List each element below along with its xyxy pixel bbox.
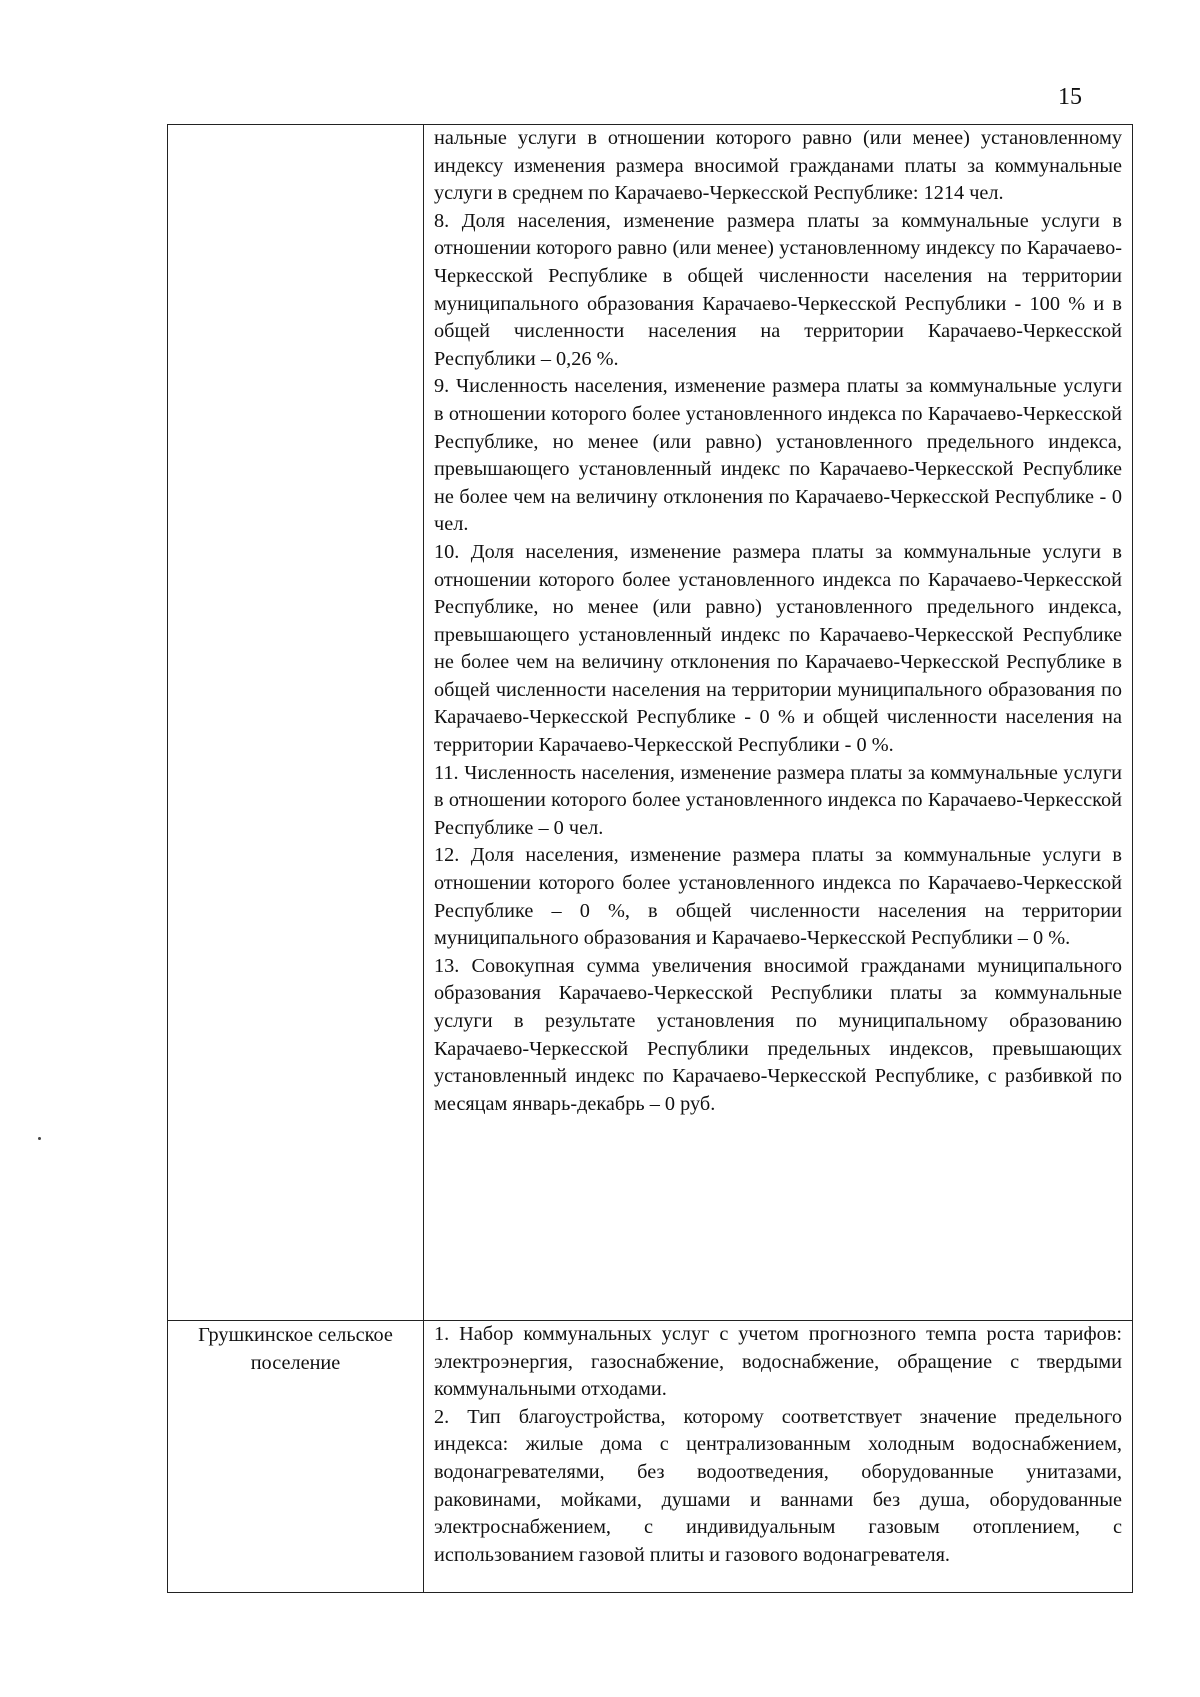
municipality-cell: Грушкинское сельское поселение bbox=[168, 1321, 424, 1593]
paragraph: 10. Доля населения, изменение размера платы за коммунальные услуги в отношении которого более установленного индекса по Карачаево-Черкесской Республике, но менее (или равно) установленного предельного индекса, превышающего установленный индекс по Карачаево-Черкесской Республике не более чем на величину отклонения по Карачаево-Черкесской Республике в общей численности населения на территории муниципального образования по Карачаево-Черкесской Республике - 0 % и общей численности населения на территории Карачаево-Черкесской Республики - 0 %. bbox=[434, 540, 1122, 757]
paragraph: 8. Доля населения, изменение размера платы за коммунальные услуги в отношении которого равно (или менее) установленному индексу по Карачаево-Черкесской Республике в общей численности населения на территории муниципального образования Карачаево-Черкесской Республики - 100 % и в общей численности населения на территории Карачаево-Черкесской Республики – 0,26 %. bbox=[434, 209, 1122, 370]
indicators-cell bbox=[424, 125, 1133, 1321]
indices-table bbox=[167, 124, 1133, 1593]
scan-speck bbox=[38, 1137, 41, 1140]
paragraph: 12. Доля населения, изменение размера платы за коммунальные услуги в отношении которого более установленного индекса по Карачаево-Черкесской Республике – 0 %, в общей численности населения на территории муниципального образования и Карачаево-Черкесской Республики – 0 %. bbox=[434, 844, 1122, 950]
paragraph: 9. Численность населения, изменение размера платы за коммунальные услуги в отношении которого более установленного индекса по Карачаево-Черкесской Республике, но менее (или равно) установленного предельного индекса, превышающего установленный индекс по Карачаево-Черкесской Республике не более чем на величину отклонения по Карачаево-Черкесской Республике - 0 чел. bbox=[434, 375, 1122, 536]
municipality-cell bbox=[168, 125, 424, 1321]
paragraph: 13. Совокупная сумма увеличения вносимой гражданами муниципального образования Карачаево-Черкесской Республики платы за коммунальные услуги в результате установления по муниципальному образованию Карачаево-Черкесской Республики предельных индексов, превышающих установленный индекс по Карачаево-Черкесской Республике, с разбивкой по месяцам январь-декабрь – 0 руб. bbox=[434, 954, 1122, 1115]
indicators-cell bbox=[424, 1321, 1133, 1593]
paragraph: нальные услуги в отношении которого равно (или менее) установленному индексу изменения размера вносимой гражданами платы за коммунальные услуги в среднем по Карачаево-Черкесской Республике: 1214 чел. bbox=[434, 127, 1122, 205]
table-row bbox=[168, 1321, 1133, 1593]
paragraph: 11. Численность населения, изменение размера платы за коммунальные услуги в отношении которого более установленного индекса по Карачаево-Черкесской Республике – 0 чел. bbox=[434, 761, 1122, 839]
paragraph: 1. Набор коммунальных услуг с учетом прогнозного темпа роста тарифов: электроэнергия, газоснабжение, водоснабжение, обращение с твердыми коммунальными отходами. bbox=[434, 1323, 1122, 1401]
table-row bbox=[168, 125, 1133, 1321]
paragraph: 2. Тип благоустройства, которому соответствует значение предельного индекса: жилые дома с централизованным холодным водоснабжением, водонагревателями, без водоотведения, оборудованные унитазами, раковинами, мойками, душами и ваннами без душа, оборудованные электроснабжением, с индивидуальным газовым отоплением, с использованием газовой плиты и газового водонагревателя. bbox=[434, 1405, 1122, 1566]
page-number: 15 bbox=[1058, 84, 1082, 110]
